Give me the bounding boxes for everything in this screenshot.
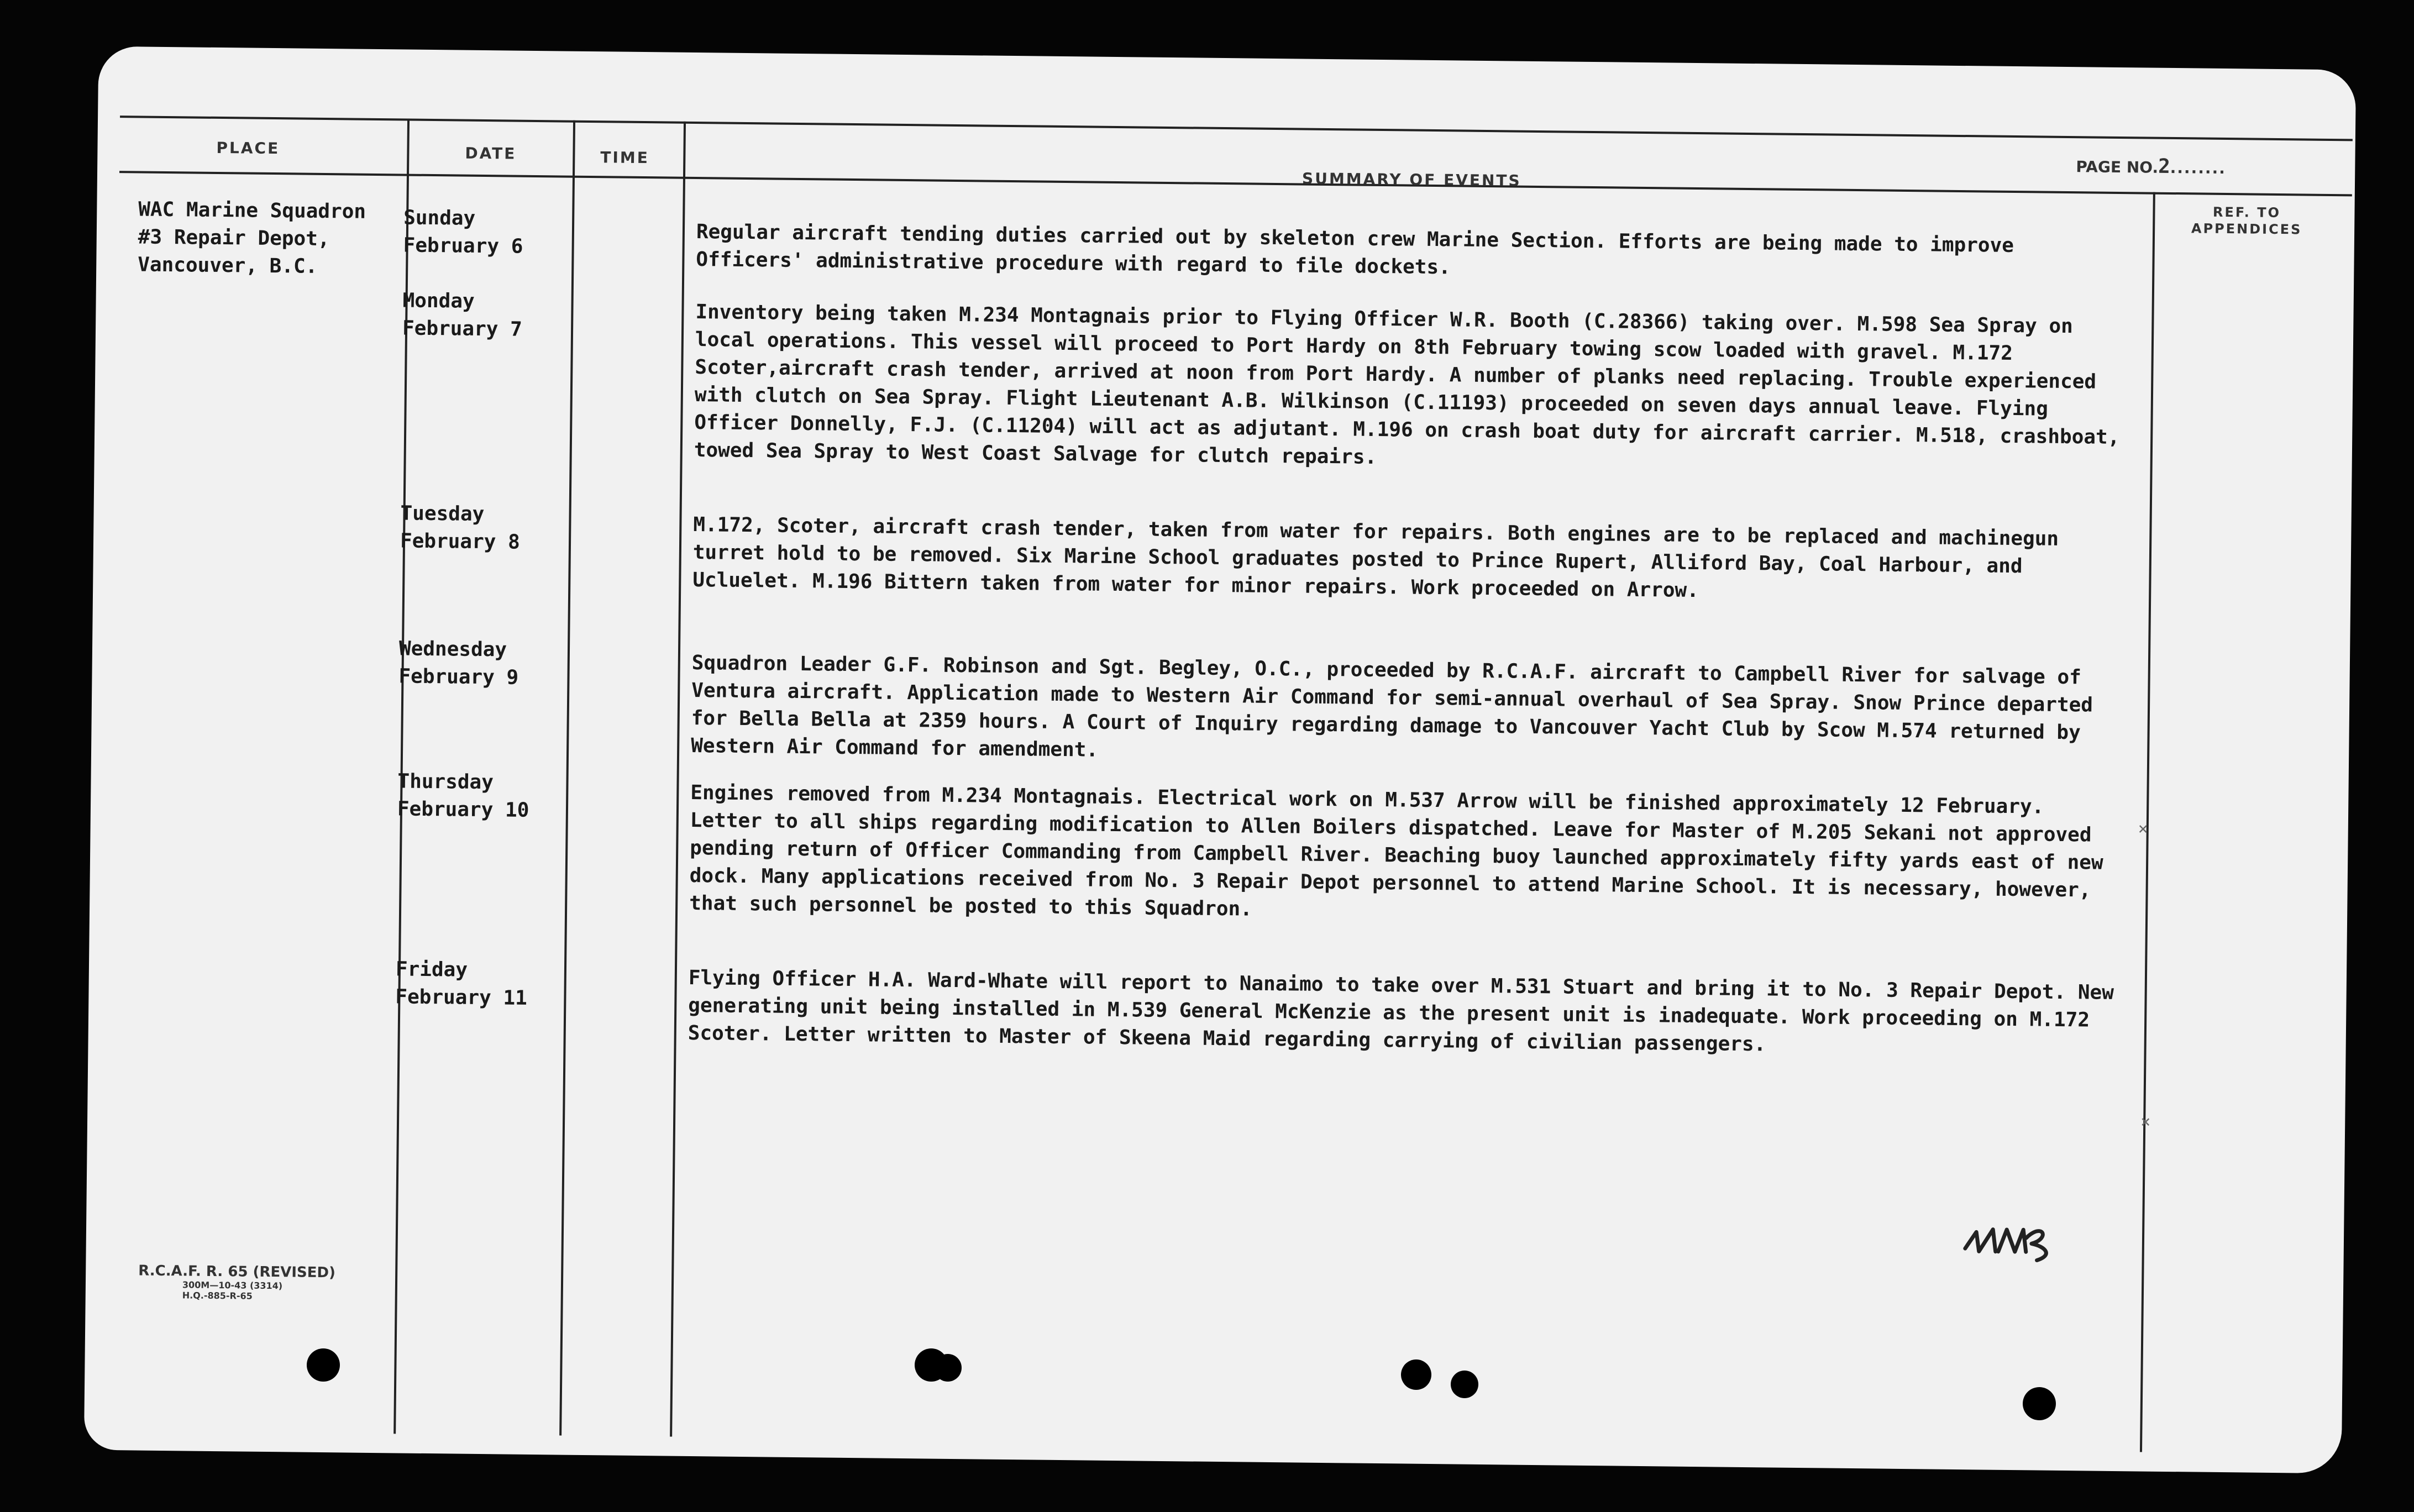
date-friday: Friday February 11	[395, 958, 528, 1010]
entry-sunday: Regular aircraft tending duties carried out by skeleton crew Marine Section. Efforts are being made to improve Officers' administrative procedure with regard to file dockets.	[696, 221, 2014, 279]
place-text: WAC Marine Squadron #3 Repair Depot, Vancouver, B.C.	[138, 198, 366, 278]
form-identification	[138, 1263, 335, 1303]
date-monday: Monday February 7	[402, 289, 523, 341]
x-mark-icon: ×	[2140, 1112, 2151, 1132]
date-wednesday: Wednesday February 9	[398, 637, 519, 689]
top-rule	[120, 116, 2353, 141]
header-rule	[119, 171, 2352, 196]
form-print-line-1: 300M—10-43 (3314)	[182, 1279, 283, 1292]
page-number-label: PAGE NO.	[2076, 158, 2159, 177]
punch-hole	[934, 1354, 962, 1382]
date-header: DATE	[465, 144, 517, 163]
time-summary-divider	[670, 122, 686, 1437]
x-mark-icon: ×	[2138, 819, 2149, 839]
entry-friday: Flying Officer H.A. Ward-Whate will report to Nanaimo to take over M.531 Stuart and bring it to No. 3 Repair Depot. New generating unit being installed in M.539 General McKenzie as the present unit is inadequate. Work proceeding on M.172 Scoter. Letter written to Master of Skeena Maid regarding carrying of civilian passengers.	[688, 966, 2114, 1056]
date-tuesday: Tuesday February 8	[400, 502, 521, 554]
entry-monday: Inventory being taken M.234 Montagnais prior to Flying Officer W.R. Booth (C.28366) taking over. M.598 Sea Spray on local operations. This vessel will proceed to Port Hardy on 8th February towing scow loaded with gravel. M.172 Scoter,aircraft crash tender, arrived at noon from Port Hardy. A number of planks need replacing. Trouble experienced with clutch on Sea Spray. Flight Lieutenant A.B. Wilkinson (C.11193) proceeded on seven days annual leave. Flying Officer Donnelly, F.J. (C.11204) will act as adjutant. M.196 on crash boat duty for aircraft carrier. M.518, crashboat, towed Sea Spray to West Coast Salvage for clutch repairs.	[694, 301, 2120, 469]
entry-tuesday: M.172, Scoter, aircraft crash tender, taken from water for repairs. Both engines are to be replaced and machinegun turret hold to be removed. Six Marine School graduates posted to Prince Rupert, Alliford Bay, Coal Harbour, and Ucluelet. M.196 Bittern taken from water for minor repairs. Work proceeded on Arrow.	[692, 513, 2059, 602]
place-header: PLACE	[216, 138, 280, 158]
punch-hole	[307, 1348, 340, 1382]
signature-initials	[1954, 1199, 2065, 1277]
punch-hole	[2023, 1387, 2056, 1420]
summary-header: SUMMARY OF EVENTS	[1302, 169, 1521, 190]
form-number: R.C.A.F. R. 65 (REVISED)	[138, 1262, 336, 1282]
page-number-value: 2	[2158, 155, 2170, 178]
ref-appendices-header: REF. TO APPENDICES	[2191, 204, 2302, 238]
diary-page	[84, 46, 2356, 1474]
form-print-line-2: H.Q.-885-R-65	[182, 1290, 253, 1301]
entry-thursday: Engines removed from M.234 Montagnais. Electrical work on M.537 Arrow will be finished approximately 12 February. Letter to all ships regarding modification to Allen Boilers dispatched. Leave for Master of M.205 Sekani not approved pending return of Officer Commanding from Campbell River. Beaching buoy launched approximately fifty yards east of new dock. Many applications received from No. 3 Repair Depot personnel to attend Marine School. It is necessary, however, that such personnel be posted to this Squadron.	[689, 781, 2103, 921]
page-number: PAGE NO.2........	[2076, 155, 2227, 178]
time-header: TIME	[600, 148, 650, 167]
entry-wednesday: Squadron Leader G.F. Robinson and Sgt. Begley, O.C., proceeded by R.C.A.F. aircraft to Campbell River for salvage of Ventura aircraft. Application made to Western Air Command for semi-annual overhaul of Sea Spray. Snow Prince departed for Bella Bella at 2359 hours. A Court of Inquiry regarding damage to Vancouver Yacht Club by Scow M.574 returned by Western Air Command for amendment.	[691, 651, 2093, 762]
punch-hole	[1401, 1359, 1431, 1390]
date-thursday: Thursday February 10	[397, 770, 529, 822]
punch-hole	[1451, 1371, 1478, 1398]
date-sunday: Sunday February 6	[403, 206, 523, 258]
